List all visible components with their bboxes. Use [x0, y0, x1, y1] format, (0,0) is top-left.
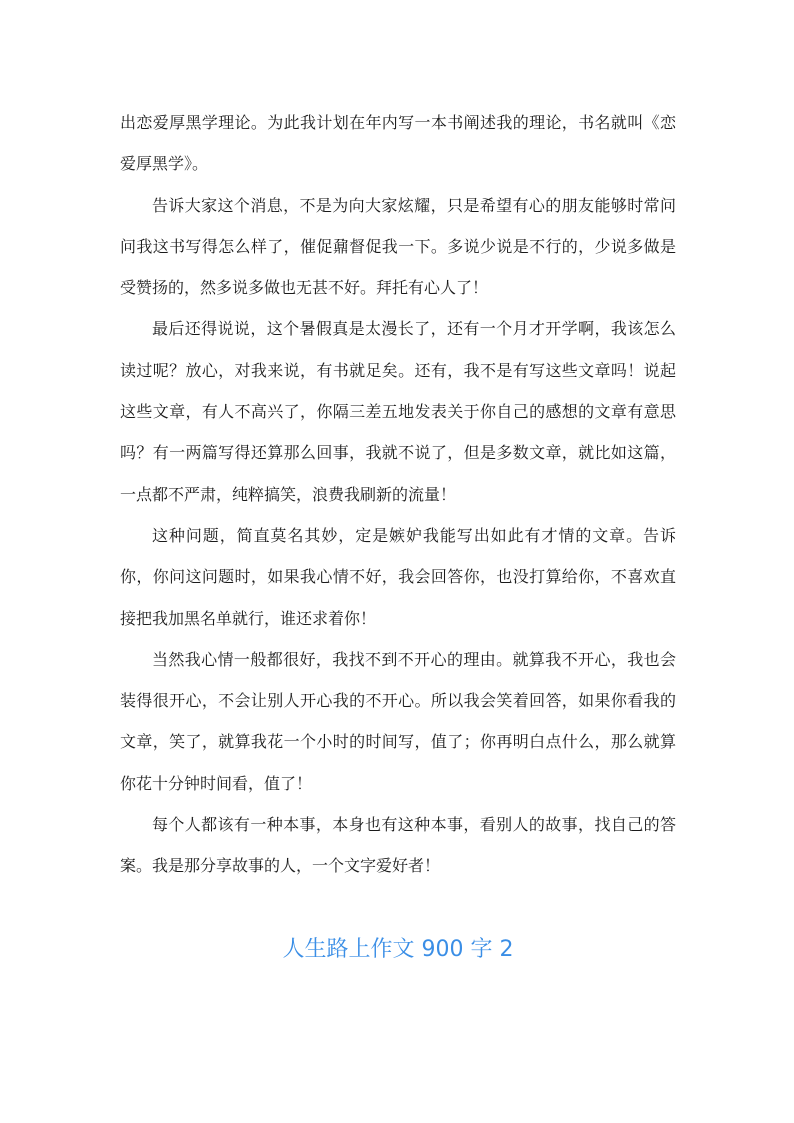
section-heading: 人生路上作文 900 字 2	[282, 937, 514, 962]
paragraph-6: 每个人都该有一种本事，本身也有这种本事，看别人的故事，找自己的答案。我是那分享故事的人，一个文字爱好者！	[120, 815, 676, 876]
article-body	[120, 102, 676, 887]
paragraph-5: 当然我心情一般都很好，我找不到不开心的理由。就算我不开心，我也会装得很开心，不会让别人开心我的不开心。所以我会笑着回答，如果你看我的文章，笑了，就算我花一个小时的时间写，值了；你再明白点什么，那么就算你花十分钟时间看，值了！	[120, 649, 676, 793]
paragraph-4: 这种问题，简直莫名其妙，定是嫉妒我能写出如此有才情的文章。告诉你，你问这问题时，如果我心情不好，我会回答你，也没打算给你，不喜欢直接把我加黑名单就行，谁还求着你！	[120, 525, 676, 628]
paragraph-1: 出恋爱厚黑学理论。为此我计划在年内写一本书阐述我的理论，书名就叫《恋爱厚黑学》。	[120, 113, 676, 174]
paragraph-3: 最后还得说说，这个暑假真是太漫长了，还有一个月才开学啊，我该怎么读过呢？放心，对我来说，有书就足矣。还有，我不是有写这些文章吗！说起这些文章，有人不高兴了，你隔三差五地发表关于你自己的感想的文章有意思吗？有一两篇写得还算那么回事，我就不说了，但是多数文章，就比如这篇，一点都不严肃，纯粹搞笑，浪费我刷新的流量！	[120, 319, 676, 504]
paragraph-2: 告诉大家这个消息，不是为向大家炫耀，只是希望有心的朋友能够时常问问我这书写得怎么样了，催促鼐督促我一下。多说少说是不行的，少说多做是受赞扬的，然多说多做也无甚不好。拜托有心人了！	[120, 195, 676, 298]
